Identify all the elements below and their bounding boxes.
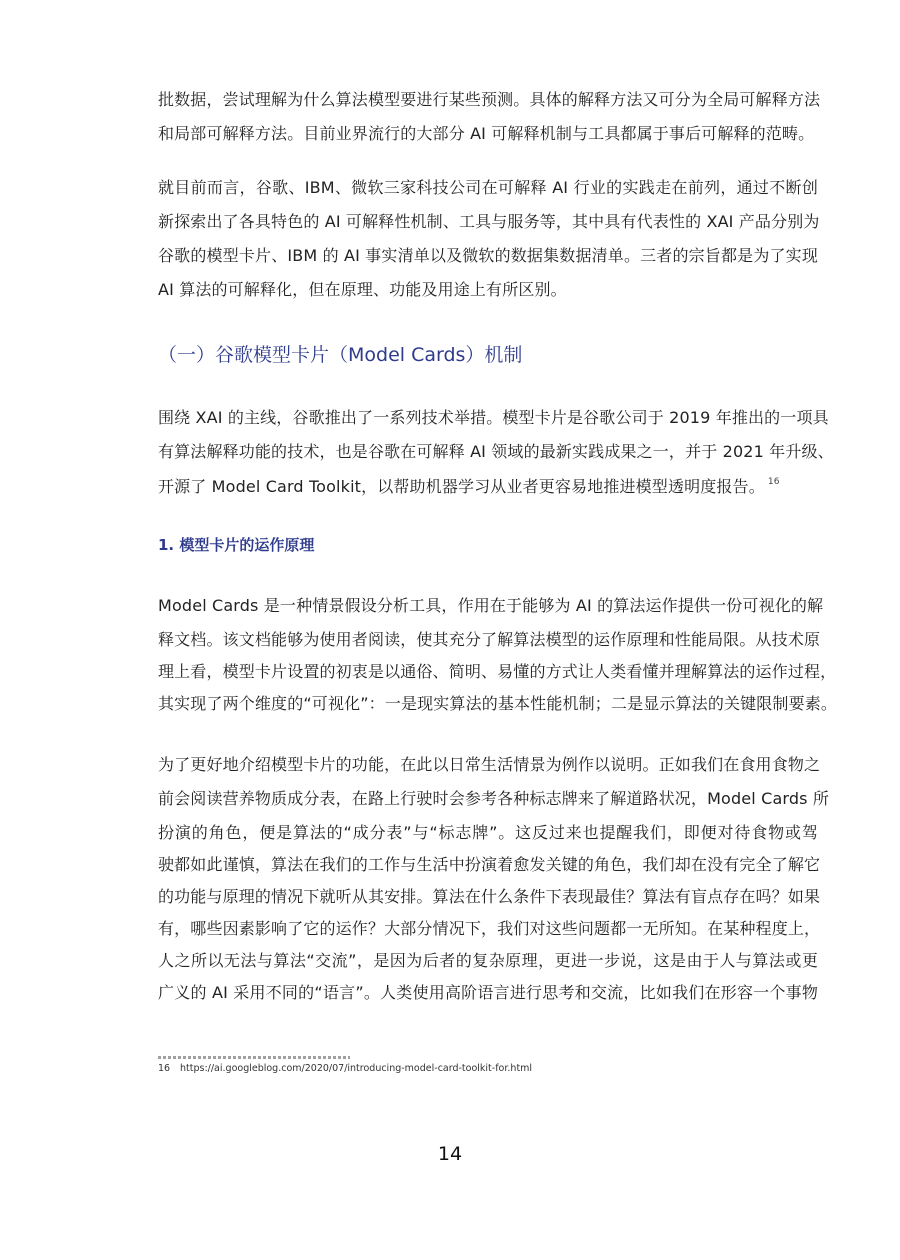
- text-line: 批数据，尝试理解为什么算法模型要进行某些预测。具体的解释方法又可分为全局可解释方法: [158, 90, 821, 109]
- text-line: 有算法解释功能的技术，也是谷歌在可解释 AI 领域的最新实践成果之一，并于 2021 年升级、: [158, 442, 834, 461]
- text-line: Model Cards 是一种情景假设分析工具，作用在于能够为 AI 的算法运作提供一份可视化的解: [158, 596, 824, 615]
- footnote-reference[interactable]: 16: [767, 477, 780, 487]
- text-line: 前会阅读营养物质成分表，在路上行驶时会参考各种标志牌来了解道路状况，Model Cards 所: [158, 789, 830, 808]
- text-line: 人之所以无法与算法“交流”，是因为后者的复杂原理，更进一步说，这是由于人与算法或更: [158, 951, 818, 970]
- text-line: [158, 472, 780, 497]
- text-line: 广义的 AI 采用不同的“语言”。人类使用高阶语言进行思考和交流，比如我们在形容一个事物: [158, 983, 818, 1002]
- text-line: 释文档。该文档能够为使用者阅读，使其充分了解算法模型的运作原理和性能局限。从技术原: [158, 630, 821, 649]
- text-line: 有，哪些因素影响了它的运作？大部分情况下，我们对这些问题都一无所知。在某种程度上，: [158, 919, 821, 938]
- text-line: 理上看，模型卡片设置的初衷是以通俗、简明、易懂的方式让人类看懂并理解算法的运作过程，: [158, 662, 837, 681]
- text-line: 的功能与原理的情况下就听从其安排。算法在什么条件下表现最佳？算法有盲点存在吗？如果: [158, 887, 821, 906]
- text-line: 就目前而言，谷歌、IBM、微软三家科技公司在可解释 AI 行业的实践走在前列，通过不断创: [158, 178, 818, 197]
- text-line: 驶都如此谨慎，算法在我们的工作与生活中扮演着愈发关键的角色，我们却在没有完全了解它: [158, 855, 821, 874]
- subsection-heading: 1. 模型卡片的运作原理: [158, 536, 315, 554]
- text-line: 其实现了两个维度的“可视化”：一是现实算法的基本性能机制；二是显示算法的关键限制要素。: [158, 694, 838, 713]
- text-line: AI 算法的可解释化，但在原理、功能及用途上有所区别。: [158, 280, 567, 299]
- section-heading: （一）谷歌模型卡片（Model Cards）机制: [158, 344, 523, 366]
- text-line: 新探索出了各具特色的 AI 可解释性机制、工具与服务等，其中具有代表性的 XAI 产品分别为: [158, 212, 820, 231]
- text-line: 谷歌的模型卡片、IBM 的 AI 事实清单以及微软的数据集数据清单。三者的宗旨都是为了实现: [158, 246, 818, 265]
- text-line: 扮演的角色，便是算法的“成分表”与“标志牌”。这反过来也提醒我们，即便对待食物或驾: [158, 823, 818, 842]
- text-line: 为了更好地介绍模型卡片的功能，在此以日常生活情景为例作以说明。正如我们在食用食物之: [158, 755, 821, 774]
- footnote-link[interactable]: https://ai.googleblog.com/2020/07/introducing-model-card-toolkit-for.html: [180, 1063, 533, 1074]
- footnote-number: 16: [158, 1063, 171, 1074]
- page-number: 14: [437, 1143, 463, 1165]
- text-line: 围绕 XAI 的主线，谷歌推出了一系列技术举措。模型卡片是谷歌公司于 2019 年推出的一项具: [158, 408, 829, 427]
- footnote-divider: [158, 1056, 350, 1059]
- text-line-content: 开源了 Model Card Toolkit，以帮助机器学习从业者更容易地推进模型透明度报告。: [158, 477, 765, 496]
- text-line: 和局部可解释方法。目前业界流行的大部分 AI 可解释机制与工具都属于事后可解释的范畴。: [158, 124, 815, 143]
- footnote: [158, 1062, 532, 1076]
